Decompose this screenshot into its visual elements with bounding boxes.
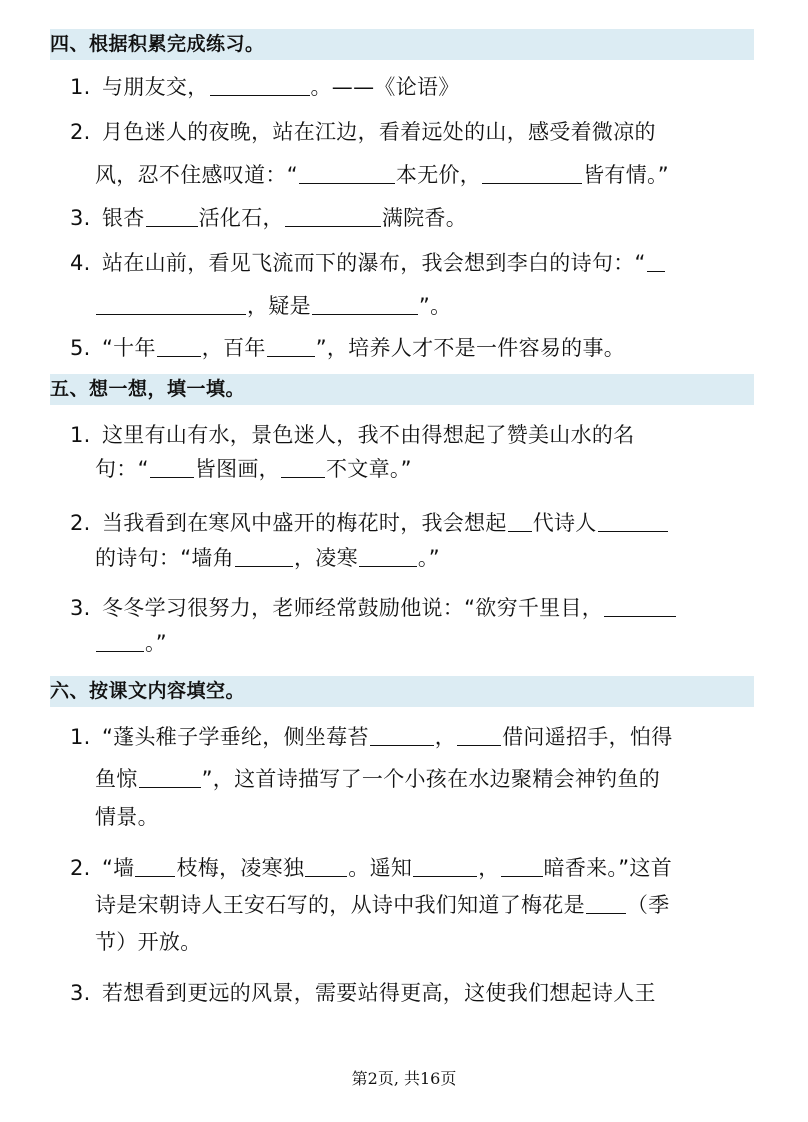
answer-blank[interactable] [285,206,381,227]
page-footer: 第2页, 共16页 [351,1069,457,1088]
s4-q2-line2 [95,160,669,190]
question-number: 2. [70,120,91,144]
question-text: 枝梅，凌寒独 [176,856,305,880]
s5-q3-line1 [70,593,677,623]
answer-blank[interactable] [135,856,175,877]
question-text: 皆图画， [194,457,280,481]
answer-blank[interactable] [508,511,532,532]
question-text: 诗是宋朝诗人王安石写的，从诗中我们知道了梅花是 [95,893,585,917]
s5-q3-line2 [95,628,167,658]
question-text: 冬冬学习很努力，老师经常鼓励他说：“欲穷千里目， [102,596,604,620]
question-text: 活化石， [198,206,284,230]
question-text: 这里有山有水，景色迷人，我不由得想起了赞美山水的名 [102,423,635,447]
s6-q1-line3 [95,802,159,832]
question-text: 本无价， [395,163,482,187]
question-number: 2. [70,511,91,535]
question-number: 2. [70,856,91,880]
answer-blank[interactable] [157,336,201,357]
question-number: 1. [70,725,91,749]
question-text: 月色迷人的夜晚，站在江边，看着远处的山，感受着微凉的 [102,120,656,144]
s5-q2-line1 [70,508,669,538]
question-text: 与朋友交， [102,75,209,99]
s5-q2-line2 [95,543,440,573]
s6-q1-line2 [95,764,660,794]
answer-blank[interactable] [96,294,246,315]
answer-blank[interactable] [586,893,626,914]
question-text: 代诗人 [532,511,597,535]
question-text: ，凌寒 [293,546,358,570]
answer-blank[interactable] [150,457,194,478]
question-text: 。” [145,631,167,655]
question-text: 银杏 [102,206,145,230]
question-text: 满院香。 [381,206,468,230]
answer-blank[interactable] [413,856,477,877]
question-text: （季 [626,893,670,917]
answer-blank[interactable] [235,546,293,567]
answer-blank[interactable] [312,294,418,315]
answer-blank[interactable] [96,631,144,652]
s6-q3-line1 [70,978,656,1008]
answer-blank[interactable] [598,511,668,532]
section-6-heading: 六、按课文内容填空。 [50,680,246,702]
s4-q5 [70,333,625,363]
s5-q1-line1 [70,420,635,450]
question-number: 4. [70,251,91,275]
s4-q4-line2 [95,291,451,321]
answer-blank[interactable] [359,546,417,567]
question-text: ”，培养人才不是一件容易的事。 [315,336,626,360]
question-text: 鱼惊 [95,767,138,791]
question-text: 情景。 [95,805,159,829]
answer-blank[interactable] [647,251,665,272]
s5-q1-line2 [95,454,412,484]
section-5-heading: 五、想一想，填一填。 [50,378,246,400]
question-number: 1. [70,423,91,447]
question-number: 3. [70,981,91,1005]
question-text: “墙 [102,856,135,880]
s4-q1 [70,72,460,102]
question-text: 不文章。” [325,457,412,481]
question-text: 的诗句：“墙角 [95,546,234,570]
question-number: 3. [70,206,91,230]
answer-blank[interactable] [370,725,434,746]
question-text: ，疑是 [247,294,311,318]
answer-blank[interactable] [281,457,325,478]
question-text: ”。 [418,294,452,318]
question-number: 5. [70,336,91,360]
section-4-heading: 四、根据积累完成练习。 [50,33,265,55]
question-text: “十年 [102,336,156,360]
answer-blank[interactable] [482,163,582,184]
question-text: 节）开放。 [95,930,202,954]
question-number: 1. [70,75,91,99]
answer-blank[interactable] [305,856,347,877]
question-text: “蓬头稚子学垂纶，侧坐莓苔 [102,725,369,749]
question-text: ，百年 [201,336,266,360]
question-number: 3. [70,596,91,620]
question-text: 。” [417,546,440,570]
question-text: 句：“ [95,457,149,481]
s6-q1-line1 [70,722,673,752]
question-text: 若想看到更远的风景，需要站得更高，这使我们想起诗人王 [102,981,656,1005]
s6-q2-line2 [95,890,670,920]
question-text: ”，这首诗描写了一个小孩在水边聚精会神钓鱼的 [201,767,661,791]
question-text: 当我看到在寒风中盛开的梅花时，我会想起 [102,511,507,535]
question-text: 风，忍不住感叹道：“ [95,163,298,187]
answer-blank[interactable] [210,75,310,96]
question-text: ， [478,856,500,880]
question-text: 借问遥招手，怕得 [502,725,673,749]
s4-q2-line1 [70,117,656,147]
question-text: 暗香来。”这首 [543,856,672,880]
question-text: 。——《论语》 [310,75,460,99]
answer-blank[interactable] [299,163,395,184]
answer-blank[interactable] [501,856,543,877]
s4-q3 [70,203,467,233]
answer-blank[interactable] [146,206,198,227]
answer-blank[interactable] [139,767,201,788]
question-text: 皆有情。” [583,163,669,187]
answer-blank[interactable] [457,725,501,746]
question-text: 。遥知 [348,856,413,880]
question-text: 站在山前，看见飞流而下的瀑布，我会想到李白的诗句：“ [102,251,646,275]
s6-q2-line1 [70,853,672,883]
answer-blank[interactable] [604,596,676,617]
answer-blank[interactable] [267,336,315,357]
s4-q4-line1 [70,248,666,278]
s6-q2-line3 [95,927,202,957]
question-text: ， [434,725,457,749]
